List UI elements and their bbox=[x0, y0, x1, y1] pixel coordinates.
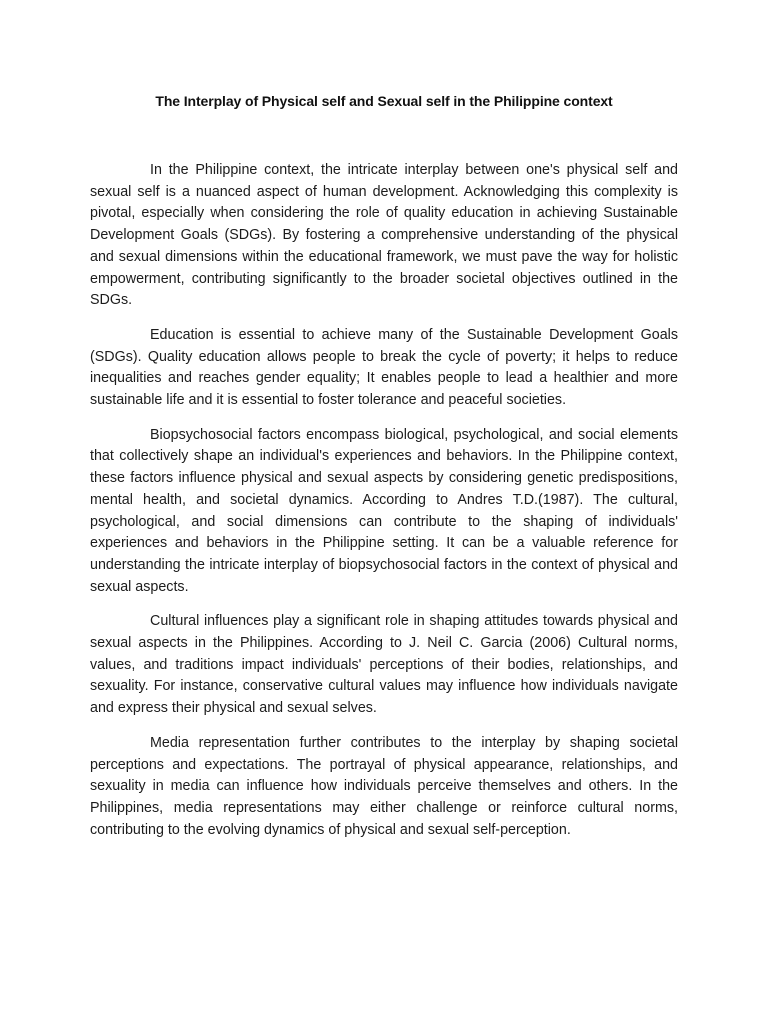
paragraph-1: In the Philippine context, the intricate interplay between one's physical self and sexual self is a nuanced aspect of human development. Acknowledging this complexity is pivotal, especially when considering the role of quality education in achieving Sustainable Development Goals (SDGs). By fostering a comprehensive understanding of the physical and sexual dimensions within the educational framework, we must pave the way for holistic empowerment, contributing significantly to the broader societal objectives outlined in the SDGs. bbox=[90, 162, 678, 309]
paragraph-3: Biopsychosocial factors encompass biological, psychological, and social elements that collectively shape an individual's experiences and behaviors. In the Philippine context, these factors influence physical and sexual aspects by considering genetic predispositions, mental health, and societal dynamics. According to Andres T.D.(1987). The cultural, psychological, and social dimensions can contribute to the shaping of individuals' experiences and behaviors in the Philippine setting. It can be a valuable reference for understanding the intricate interplay of biopsychosocial factors in the context of physical and sexual aspects. bbox=[90, 426, 678, 595]
paragraph-2: Education is essential to achieve many of the Sustainable Development Goals (SDGs). Quality education allows people to break the cycle of poverty; it helps to reduce inequalities and reaches gender equality; It enables people to lead a healthier and more sustainable life and it is essential to foster tolerance and peaceful societies. bbox=[90, 326, 678, 409]
paragraph-4: Cultural influences play a significant role in shaping attitudes towards physical and sexual aspects in the Philippines. According to J. Neil C. Garcia (2006) Cultural norms, values, and traditions impact individuals' perceptions of their bodies, relationships, and sexuality. For instance, conservative cultural values may influence how individuals navigate and express their physical and sexual selves. bbox=[90, 613, 678, 717]
document-title: The Interplay of Physical self and Sexual self in the Philippine context bbox=[155, 93, 613, 109]
document-body bbox=[90, 160, 678, 854]
paragraph-5: Media representation further contributes to the interplay by shaping societal perceptions and expectations. The portrayal of physical appearance, relationships, and sexuality in media can influence how individuals perceive themselves and others. In the Philippines, media representations may either challenge or reinforce cultural norms, contributing to the evolving dynamics of physical and sexual self-perception. bbox=[90, 734, 678, 838]
